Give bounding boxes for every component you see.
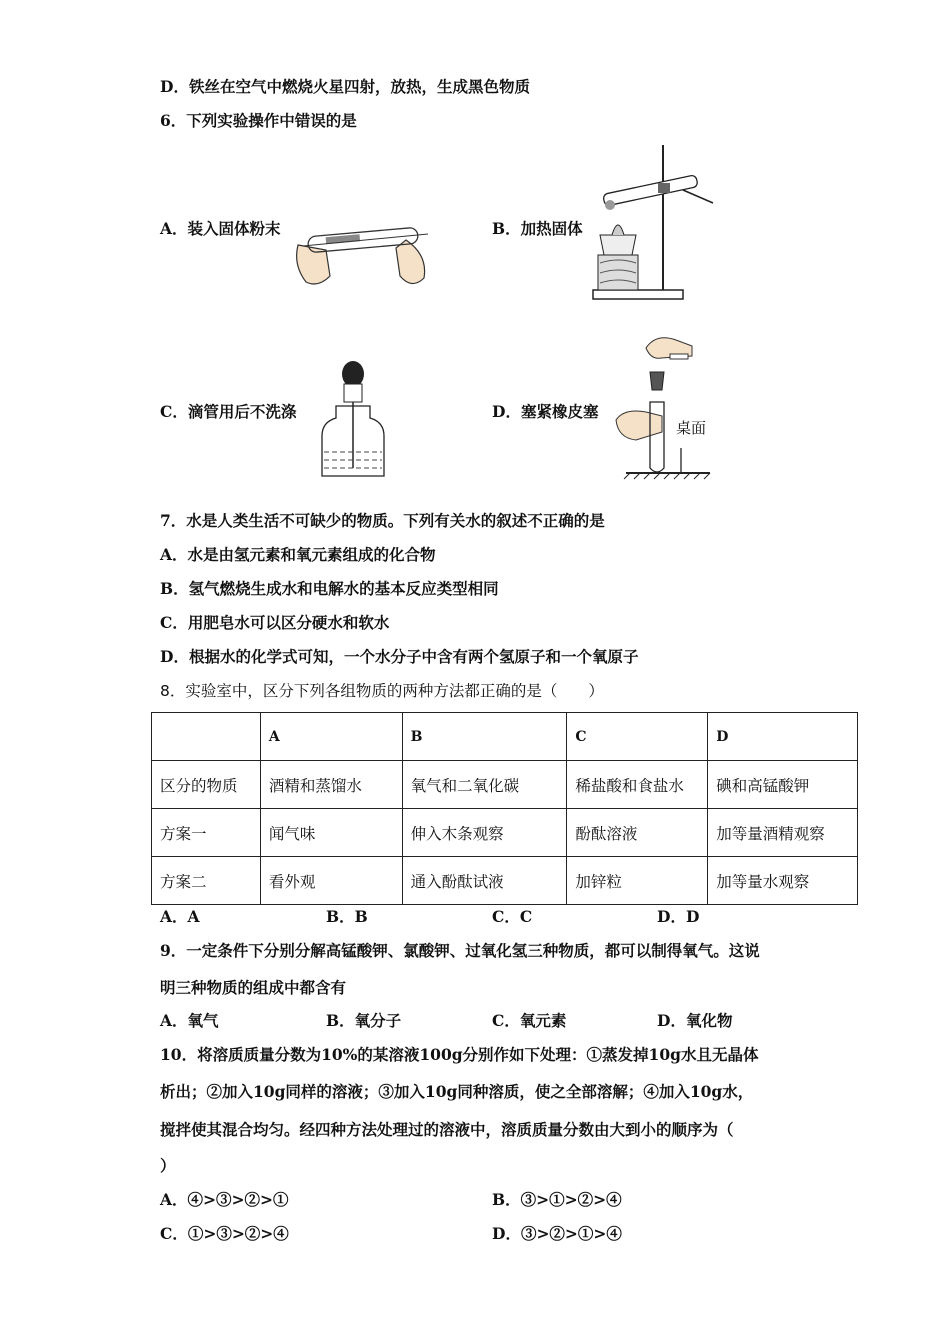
table-row	[152, 857, 858, 905]
q9-option-c: C．氧元素	[492, 1011, 567, 1030]
table-cell: 通入酚酞试液	[402, 857, 567, 905]
q6-option-b: B．加热固体	[492, 219, 583, 238]
table-cell: 稀盐酸和食盐水	[567, 761, 708, 809]
table-header-cell: C	[567, 713, 708, 761]
q10-stem-line1: 10．将溶质质量分数为10%的某溶液100g分别作如下处理：①蒸发掉10g水且无晶体	[160, 1045, 759, 1064]
q10-stem-line2: 析出；②加入10g同样的溶液；③加入10g同种溶质，使之全部溶解；④加入10g水，	[160, 1082, 754, 1101]
q7-option-a: A．水是由氢元素和氧元素组成的化合物	[160, 545, 436, 564]
q8-stem: 8．实验室中，区分下列各组物质的两种方法都正确的是（ ）	[160, 682, 604, 700]
q8-option-c: C．C	[492, 907, 533, 926]
table-cell: 方案二	[152, 857, 261, 905]
q10-option-b: B．③>①>②>④	[492, 1190, 622, 1209]
figure-heating-solid	[588, 145, 718, 303]
figure-stopper-test-tube	[606, 328, 726, 480]
q6-stem: 6．下列实验操作中错误的是	[160, 111, 357, 130]
table-cell: 区分的物质	[152, 761, 261, 809]
q6-option-c: C．滴管用后不洗涤	[160, 402, 297, 421]
q7-option-b: B．氢气燃烧生成水和电解水的基本反应类型相同	[160, 579, 499, 598]
table-cell: 伸入木条观察	[402, 809, 567, 857]
q9-stem-line2: 明三种物质的组成中都含有	[160, 978, 347, 997]
table-header-cell: D	[708, 713, 858, 761]
q10-option-d: D．③>②>①>④	[492, 1224, 622, 1243]
q6-option-a: A．装入固体粉末	[160, 219, 281, 238]
q7-option-c: C．用肥皂水可以区分硬水和软水	[160, 613, 390, 632]
q9-option-d: D．氧化物	[657, 1011, 733, 1030]
figure-desk-label: 桌面	[676, 419, 707, 437]
table-cell: 酒精和蒸馏水	[260, 761, 402, 809]
q10-stem-line3: 搅拌使其混合均匀。经四种方法处理过的溶液中，溶质质量分数由大到小的顺序为（	[160, 1120, 734, 1139]
table-cell: 碘和高锰酸钾	[708, 761, 858, 809]
table-cell: 闻气味	[260, 809, 402, 857]
table-header-cell: A	[260, 713, 402, 761]
q9-stem-line1: 9．一定条件下分别分解高锰酸钾、氯酸钾、过氧化氢三种物质，都可以制得氧气。这说	[160, 941, 760, 960]
q6-option-d: D．塞紧橡皮塞	[492, 402, 599, 421]
q10-option-a: A．④>③>②>①	[160, 1190, 289, 1209]
table-cell: 加锌粒	[567, 857, 708, 905]
q8-comparison-table	[151, 712, 858, 905]
table-row	[152, 761, 858, 809]
table-row	[152, 809, 858, 857]
q10-option-c: C．①>③>②>④	[160, 1224, 289, 1243]
q5-option-d: D．铁丝在空气中燃烧火星四射，放热，生成黑色物质	[160, 77, 530, 96]
table-header-cell	[152, 713, 261, 761]
q8-option-d: D．D	[657, 907, 700, 926]
q9-option-b: B．氧分子	[326, 1011, 402, 1030]
table-cell: 酚酞溶液	[567, 809, 708, 857]
table-header-row	[152, 713, 858, 761]
table-cell: 加等量水观察	[708, 857, 858, 905]
q9-option-a: A．氧气	[160, 1011, 219, 1030]
q10-stem-line4: ）	[160, 1156, 176, 1175]
q8-option-b: B．B	[326, 907, 368, 926]
figure-dropper-bottle	[318, 360, 390, 482]
table-cell: 氧气和二氧化碳	[402, 761, 567, 809]
table-cell: 加等量酒精观察	[708, 809, 858, 857]
q8-option-a: A．A	[160, 907, 200, 926]
q7-option-d: D．根据水的化学式可知，一个水分子中含有两个氢原子和一个氧原子	[160, 647, 639, 666]
table-cell: 方案一	[152, 809, 261, 857]
figure-powder-loading	[288, 210, 438, 290]
table-cell: 看外观	[260, 857, 402, 905]
q7-stem: 7．水是人类生活不可缺少的物质。下列有关水的叙述不正确的是	[160, 511, 605, 530]
table-header-cell: B	[402, 713, 567, 761]
